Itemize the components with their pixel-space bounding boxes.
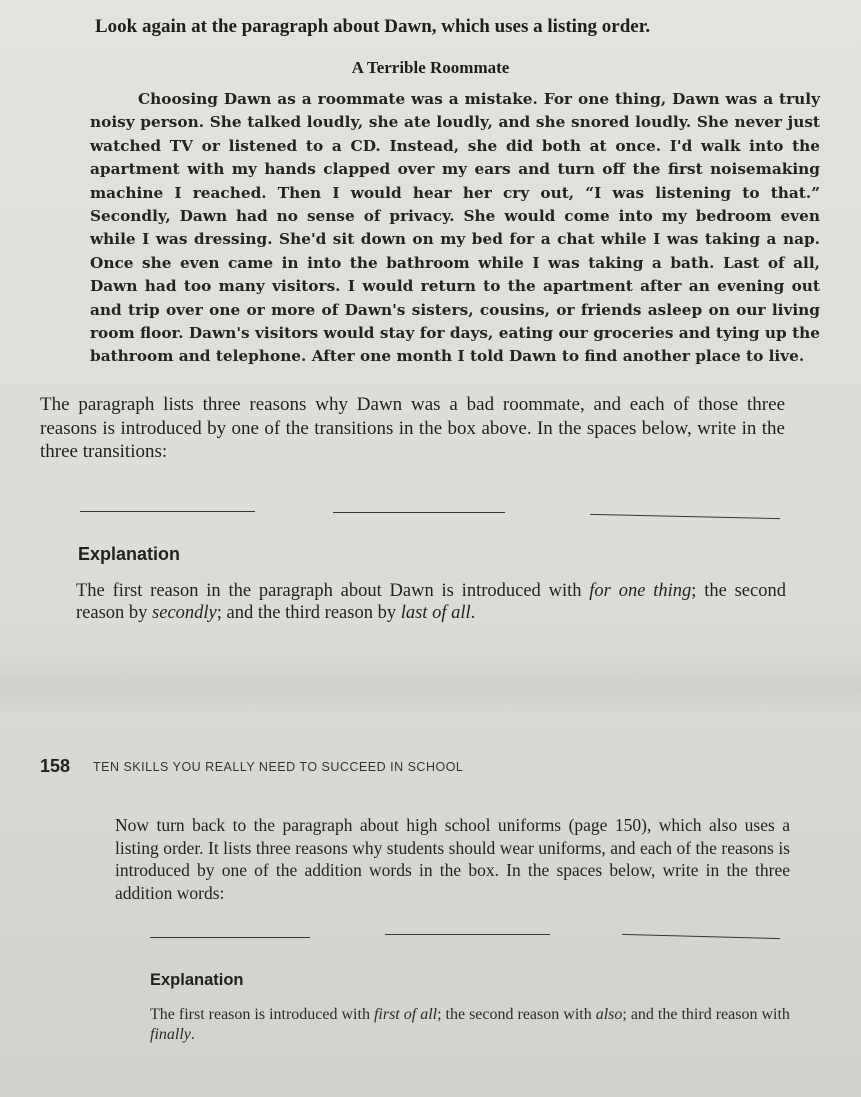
explanation-part: . <box>190 1026 195 1043</box>
explanation-heading-2: Explanation <box>150 971 244 989</box>
explanation-text <box>76 580 786 624</box>
answer-blank-6[interactable] <box>622 934 780 939</box>
addition-words-question: Now turn back to the paragraph about high school uniforms (page 150), which also uses a listing order. It lists three reasons why students should wear uniforms, and each of the reasons is introduced by one of the addition words in the box. In the spaces below, write in the three addition words: <box>115 815 790 903</box>
running-head: TEN SKILLS YOU REALLY NEED TO SUCCEED IN SCHOOL <box>93 760 464 774</box>
page-fold-shadow <box>0 655 861 715</box>
explanation-part: The first reason in the paragraph about Dawn is introduced with <box>76 581 590 601</box>
explanation-part: ; the second reason with <box>437 1006 596 1023</box>
paragraph-title: A Terrible Roommate <box>351 58 510 77</box>
page-number: 158 <box>40 756 71 776</box>
explanation-term: first of all <box>373 1006 438 1023</box>
transitions-question: The paragraph lists three reasons why Dawn was a bad roommate, and each of those three reasons is introduced by one of the transitions in the box above. In the spaces below, write in the three transitions: <box>40 394 785 462</box>
answer-blank-4[interactable] <box>150 937 310 938</box>
explanation-part: ; and the third reason with <box>622 1006 790 1023</box>
answer-blank-1[interactable] <box>80 511 255 512</box>
dawn-paragraph: Choosing Dawn as a roommate was a mistake. For one thing, Dawn was a truly noisy person. She talked loudly, she ate loudly, and she snored loudly. She never just watched TV or listened to a CD. Instead, she did both at once. I'd walk into the apartment with my hands clapped over my ears and turn off the first noisemaking machine I reached. Then I would hear her cry out, “I was listening to that.” Secondly, Dawn had no sense of privacy. She would come into my bedroom even while I was dressing. She'd sit down on my bed for a chat while I was taking a nap. Once she even came in into the bathroom while I was taking a bath. Last of all, Dawn had too many visitors. I would return to the apartment after an evening out and trip over one or more of Dawn's sisters, cousins, or friends asleep on our living room floor. Dawn's visitors would stay for days, eating our groceries and tying up the bathroom and telephone. After one month I told Dawn to find another place to live. <box>90 90 820 366</box>
answer-blank-5[interactable] <box>385 934 550 935</box>
explanation-heading: Explanation <box>78 544 181 564</box>
answer-blank-3[interactable] <box>590 514 780 519</box>
explanation-term: for one thing <box>589 581 692 601</box>
explanation-term: secondly <box>152 603 217 623</box>
explanation-part: ; and the third reason by <box>216 603 401 623</box>
answer-blank-2[interactable] <box>333 512 505 513</box>
explanation-text-2 <box>150 1005 790 1045</box>
explanation-term: also <box>595 1006 623 1023</box>
explanation-part: ; the second reason by <box>76 581 786 623</box>
instruction-text: Look again at the paragraph about Dawn, which uses a listing order. <box>95 16 651 37</box>
explanation-term: finally <box>150 1026 191 1043</box>
explanation-part: The first reason is introduced with <box>150 1006 374 1023</box>
explanation-term: last of all <box>400 603 471 623</box>
explanation-part: . <box>470 603 476 623</box>
